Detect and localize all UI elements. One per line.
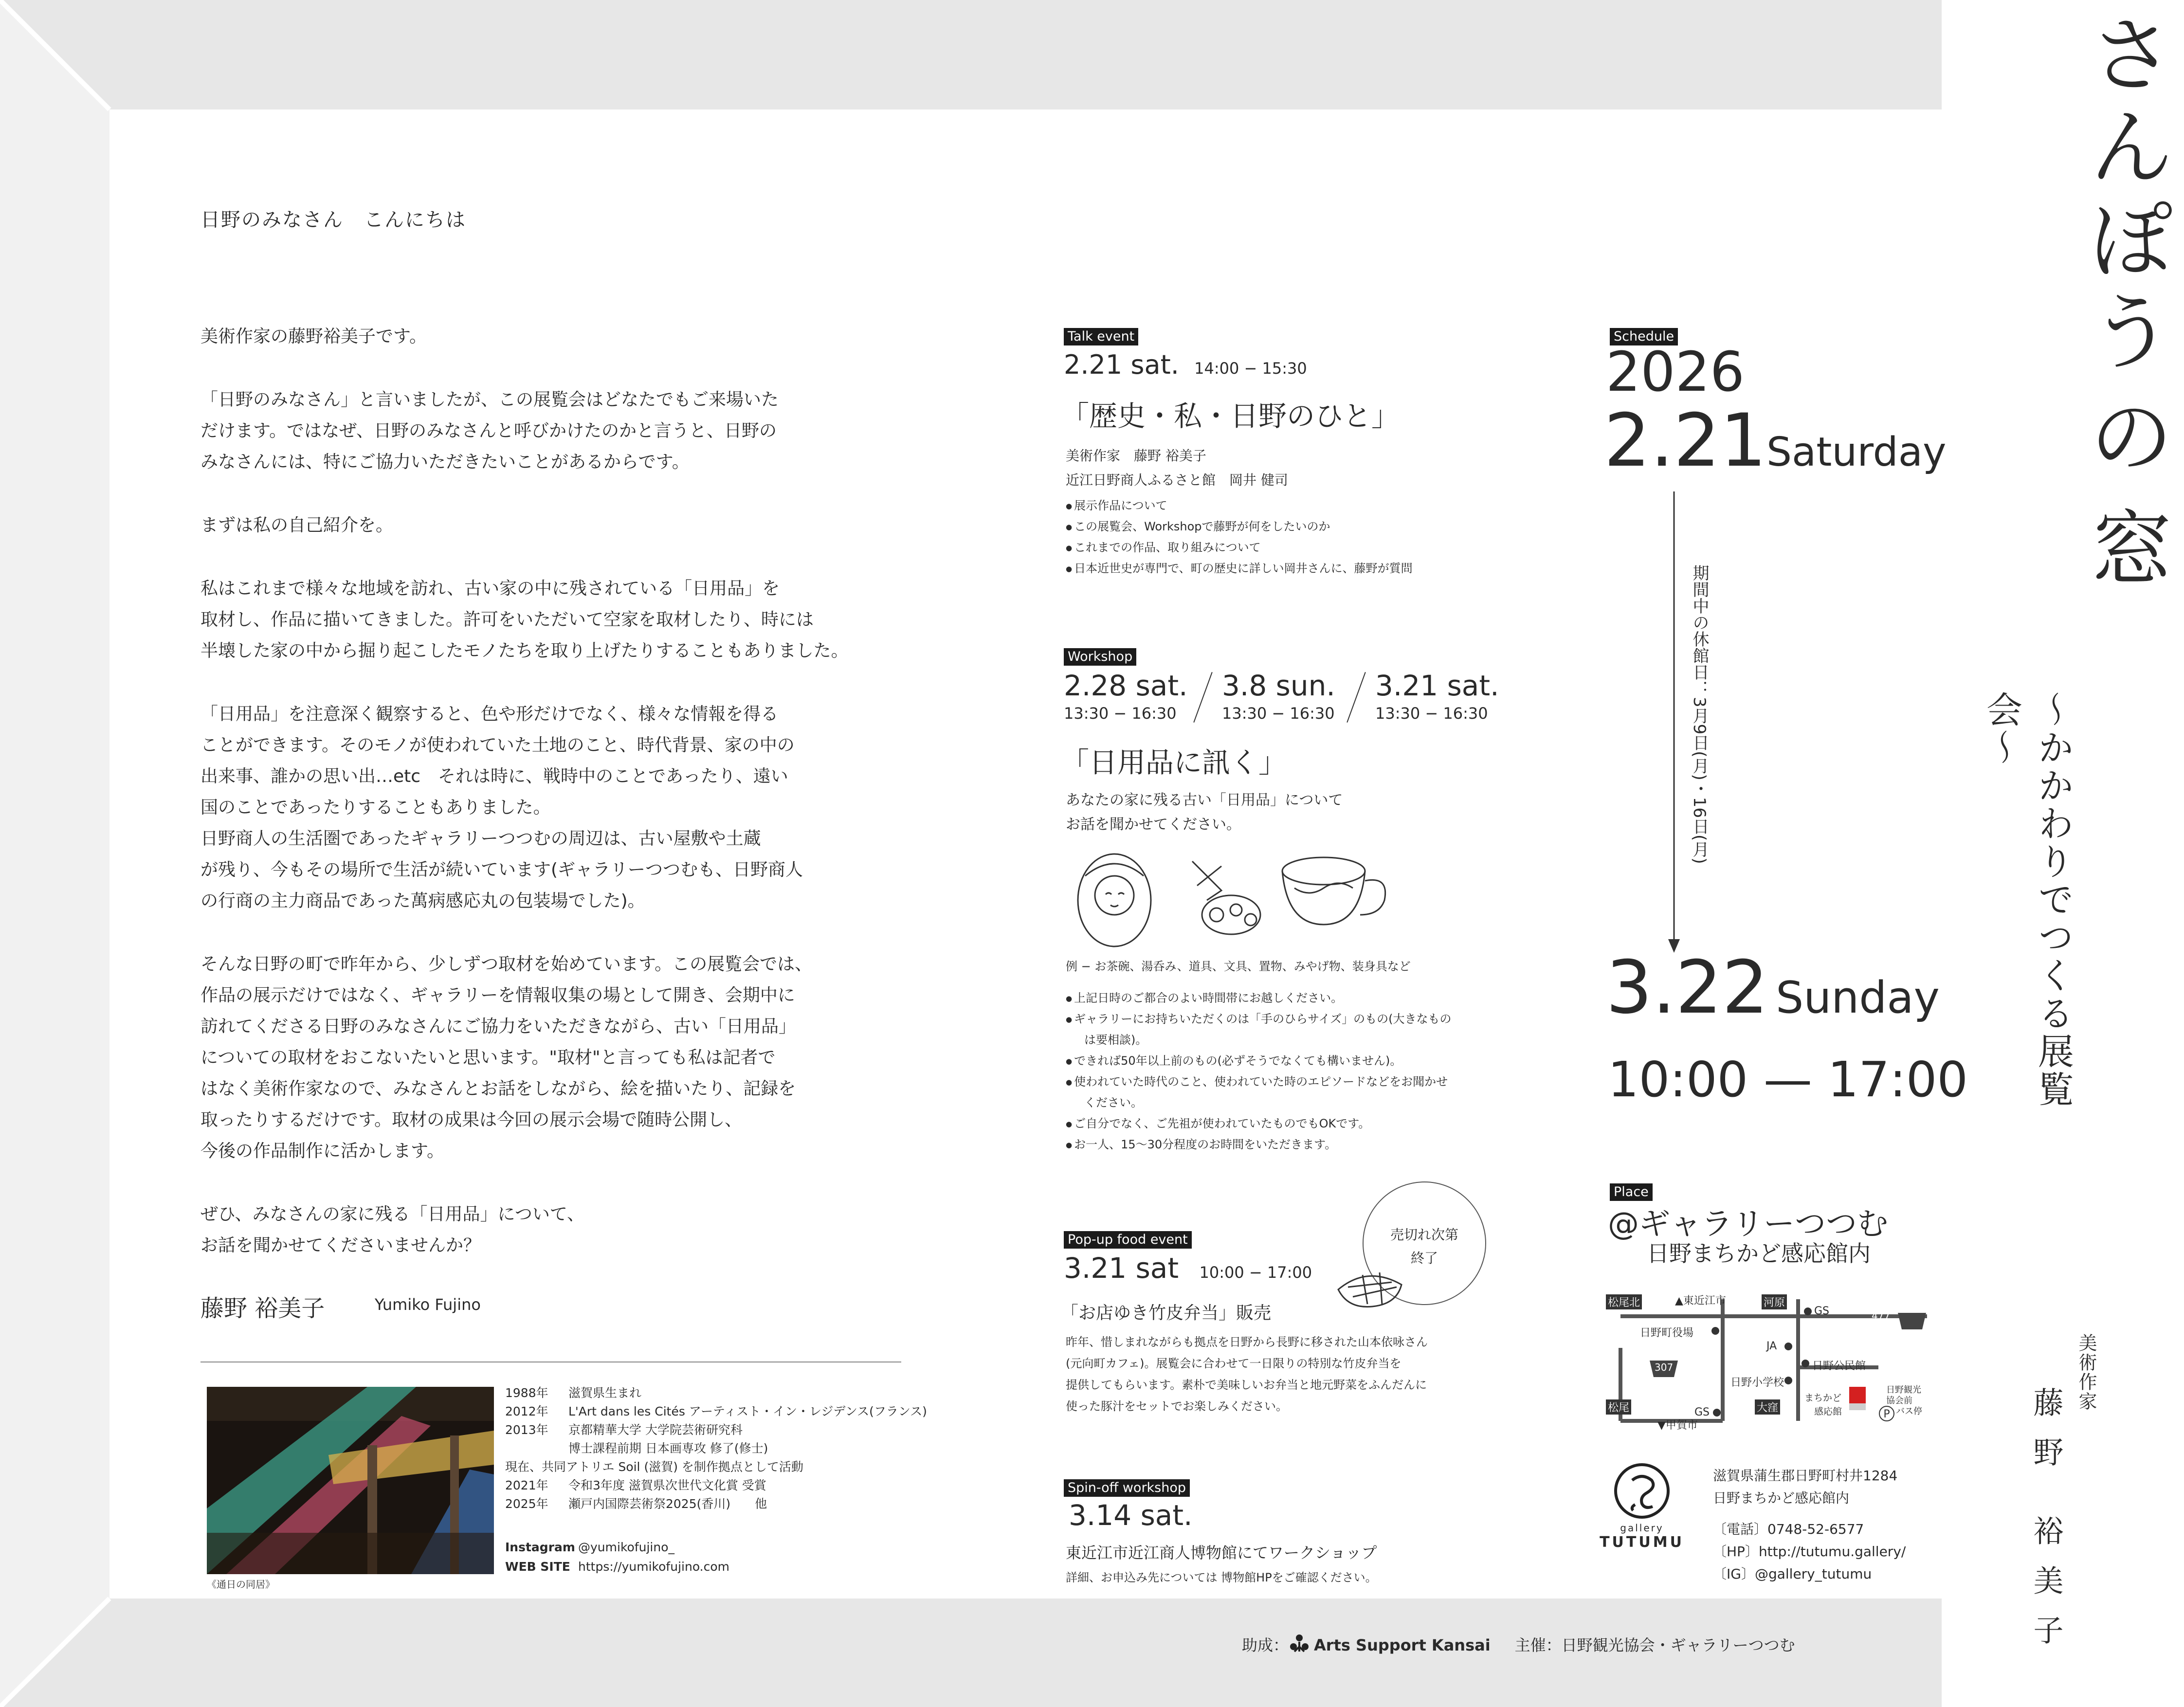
title-char-2: ん xyxy=(2090,100,2173,197)
map-koka: ▼甲賀市 xyxy=(1657,1419,1698,1432)
spinoff-tag: Spin-off workshop xyxy=(1064,1479,1190,1497)
map-tourism-1: 日野観光 xyxy=(1886,1385,1921,1395)
signature-en: Yumiko Fujino xyxy=(375,1295,481,1314)
opening-hours: 10:00 — 17:00 xyxy=(1608,1051,1968,1108)
place-name: @ギャラリーつつむ xyxy=(1608,1206,1888,1242)
place-tag: Place xyxy=(1610,1183,1653,1201)
asks-logo-icon xyxy=(1289,1633,1310,1658)
map-bus-stop: バス停 xyxy=(1896,1406,1922,1416)
signature: 藤野 裕美子 xyxy=(200,1295,325,1322)
bullet-item: ● ご自分でなく、ご先祖が使われていたものでもOKです。 xyxy=(1066,1113,1452,1134)
popup-title: 「お店ゆき竹皮弁当」販売 xyxy=(1061,1303,1272,1323)
title-char-6: 窓 xyxy=(2090,502,2173,598)
letter-paragraph xyxy=(200,384,906,478)
bio-year xyxy=(505,1439,568,1458)
workshop-example: 例 − お茶碗、湯呑み、道具、文具、置物、みやげ物、装身具など xyxy=(1066,960,1411,973)
bullet-item: ● この展覧会、Workshopで藤野が何をしたいのか xyxy=(1066,516,1413,537)
road-307: 307 xyxy=(1655,1362,1674,1373)
map-gs-1: GS xyxy=(1814,1305,1830,1317)
letter-line: 取材し、作品に描いてきました。許可をいただいて空家を取材したり、時には xyxy=(200,610,814,630)
bio-text: 博士課程前期 日本画専攻 修了(修士) xyxy=(568,1441,768,1455)
talk-date: 2.21 sat. xyxy=(1064,349,1179,380)
letter-line: はなく美術作家なので、みなさんとお話をしながら、絵を描いたり、記録を xyxy=(200,1079,796,1099)
map-ja: JA xyxy=(1766,1340,1777,1352)
bio-row xyxy=(505,1384,927,1402)
letter-line: ことができます。そのモノが使われていた土地のこと、時代背景、家の中の xyxy=(200,735,795,755)
spinoff-date: 3.14 sat. xyxy=(1069,1499,1193,1532)
title-char-5: の xyxy=(2090,390,2173,486)
schedule-tag: Schedule xyxy=(1610,328,1678,345)
letter-paragraph xyxy=(200,699,906,917)
talk-person-1: 美術作家 藤野 裕美子 xyxy=(1066,448,1206,464)
artwork-photo xyxy=(207,1387,494,1574)
title-char-1: さ xyxy=(2090,8,2173,104)
bio-row xyxy=(505,1458,927,1476)
closed-days: 期間中の休館日：3月9日(月)・16日(月) xyxy=(1690,564,1709,864)
road-477: 477 xyxy=(1872,1310,1891,1322)
address-block xyxy=(1713,1465,1906,1585)
bullet-item: ● お一人、15〜30分程度のお時間をいただきます。 xyxy=(1066,1134,1452,1155)
bullet-item: は要相談)。 xyxy=(1073,1033,1147,1047)
talk-bullets xyxy=(1066,495,1413,579)
workshop-date: 3.8 sun. xyxy=(1222,669,1335,702)
greeting: 日野のみなさん こんにちは xyxy=(200,209,466,231)
bio-link-row xyxy=(505,1538,729,1557)
letter-line: 日野商人の生活圏であったギャラリーつつむの周辺は、古い屋敷や土蔵 xyxy=(200,829,761,849)
map-tourism-2: 協会前 xyxy=(1886,1396,1912,1406)
bio-year: 2025年 xyxy=(505,1497,548,1511)
letter-line: が残り、今もその場所で生活が続いています(ギャラリーつつむも、日野商人 xyxy=(200,860,803,880)
bullet-item: ● ギャラリーにお持ちいただくのは「手のひらサイズ」のもの(大きなもの xyxy=(1066,1009,1452,1030)
letter-paragraph xyxy=(200,321,906,352)
workshop-time: 13:30 − 16:30 xyxy=(1064,704,1177,723)
badge-line-2: 終了 xyxy=(1410,1250,1438,1266)
letter-line: 訪れてくださる日野のみなさんにご協力をいただきながら、古い「日用品」 xyxy=(200,1017,797,1036)
workshop-date-block xyxy=(1222,669,1335,724)
letter-line: 美術作家の藤野裕美子です。 xyxy=(200,327,427,346)
bullet-item: ください。 xyxy=(1073,1096,1143,1109)
bio-link-value[interactable]: @yumikofujino_ xyxy=(578,1540,674,1554)
map-matsuo-kita: 松尾北 xyxy=(1606,1294,1642,1309)
contact-phone: 〔電話〕0748-52-6577 xyxy=(1713,1521,1864,1537)
bio-link-label: Instagram xyxy=(505,1540,575,1554)
title-char-4: う xyxy=(2090,285,2173,381)
popup-text xyxy=(1066,1331,1428,1417)
talk-title: 「歴史・私・日野のひと」 xyxy=(1061,400,1400,433)
address-line-2: 日野まちかど感応館内 xyxy=(1713,1490,1850,1506)
bio-row xyxy=(505,1476,927,1495)
address-line-1: 滋賀県蒲生郡日野町村井1284 xyxy=(1713,1468,1898,1484)
bio-row xyxy=(505,1439,927,1458)
map-machikado: まちかど xyxy=(1804,1393,1842,1403)
popup-text-line: 提供してもらいます。素朴で美味しいお弁当と地元野菜をふんだんに xyxy=(1066,1378,1427,1392)
bio-year: 2013年 xyxy=(505,1423,548,1437)
workshop-tag: Workshop xyxy=(1064,648,1136,666)
letter-line: 取ったりするだけです。取材の成果は今回の展示会場で随時公開し、 xyxy=(200,1110,743,1130)
workshop-date: 2.28 sat. xyxy=(1064,669,1188,702)
spinoff-text: 詳細、お申込み先については 博物館HPをご確認ください。 xyxy=(1066,1571,1377,1584)
bio-year: 1988年 xyxy=(505,1386,548,1400)
talk-tag: Talk event xyxy=(1064,328,1138,345)
schedule-year: 2026 xyxy=(1606,341,1745,404)
bullet-item: ● できれば50年以上前のもの(必ずそうでなくても構いません)。 xyxy=(1066,1051,1452,1071)
bio-text: L'Art dans les Cités アーティスト・イン・レジデンス(フランス) xyxy=(568,1404,927,1418)
letter-body xyxy=(200,321,906,1293)
letter-line: 今後の作品制作に活かします。 xyxy=(200,1141,445,1161)
contact-ig[interactable]: 〔IG〕@gallery_tutumu xyxy=(1713,1566,1872,1582)
letter-paragraph xyxy=(200,510,906,541)
letter-paragraph xyxy=(200,573,906,667)
bio-row xyxy=(505,1402,927,1421)
letter-paragraph xyxy=(200,949,906,1167)
bullet-item: ● 展示作品について xyxy=(1066,495,1413,516)
place-sub: 日野まちかど感応館内 xyxy=(1647,1240,1871,1267)
letter-line: 半壊した家の中から掘り起こしたモノたちを取り上げたりすることもありました。 xyxy=(200,641,849,661)
bullet-item: ● 日本近世史が専門で、町の歴史に詳しい岡井さんに、藤野が質問 xyxy=(1066,558,1413,579)
map-kawara: 河原 xyxy=(1762,1294,1787,1309)
map-kanokan: 感応館 xyxy=(1814,1406,1842,1417)
photo-caption: 《通日の同居》 xyxy=(207,1579,275,1590)
popup-time: 10:00 − 17:00 xyxy=(1199,1263,1312,1282)
main-title xyxy=(2083,10,2180,603)
schedule-end-date: 3.22 xyxy=(1606,945,1768,1030)
workshop-intro-1: あなたの家に残る古い「日用品」について xyxy=(1066,792,1343,809)
bento-illustration xyxy=(1333,1260,1406,1309)
map-elementary: 日野小学校 xyxy=(1730,1377,1784,1389)
schedule-arrow xyxy=(1664,491,1684,954)
letter-line: だけます。ではなぜ、日野のみなさんと呼びかけたのかと言うと、日野の xyxy=(200,421,777,441)
spinoff-title: 東近江市近江商人博物館にてワークショップ xyxy=(1066,1544,1377,1562)
schedule-start-day: Saturday xyxy=(1766,429,1947,475)
bio-row xyxy=(505,1421,927,1439)
workshop-bullets xyxy=(1066,988,1452,1155)
bio-text: 現在、共同アトリエ Soil (滋賀) を制作拠点として活動 xyxy=(505,1460,803,1474)
date-separator xyxy=(1347,672,1366,723)
bio-year: 2021年 xyxy=(505,1478,548,1492)
schedule-start-date: 2.21 xyxy=(1604,399,1766,483)
gallery-logo-icon xyxy=(1613,1462,1671,1520)
date-separator xyxy=(1193,672,1213,723)
letter-line: 私はこれまで様々な地域を訪れ、古い家の中に残されている「日用品」を xyxy=(200,579,780,599)
map-higashiomi: ▲東近江市 xyxy=(1675,1295,1726,1307)
object-illustrations xyxy=(1071,842,1440,949)
map-town-office: 日野町役場 xyxy=(1640,1327,1694,1339)
letter-line: みなさんには、特にご協力いただきたいことがあるからです。 xyxy=(200,452,690,472)
bio-text: 令和3年度 滋賀県次世代文化賞 受賞 xyxy=(568,1478,766,1492)
artist-role: 美術作家 xyxy=(2075,1333,2097,1411)
bullet-item: ● 使われていた時代のこと、使われていた時のエピソードなどをお聞かせ xyxy=(1066,1071,1452,1092)
workshop-title: 「日用品に訊く」 xyxy=(1061,746,1287,779)
workshop-date: 3.21 sat. xyxy=(1375,669,1499,702)
subtitle: 〜かかわりでつくる展覧会〜 xyxy=(1981,691,2074,1108)
popup-text-line: 昨年、惜しまれながらも拠点を日野から長野に移された山本依咏さん xyxy=(1066,1335,1428,1349)
workshop-time: 13:30 − 16:30 xyxy=(1222,704,1335,723)
talk-time: 14:00 − 15:30 xyxy=(1194,359,1307,378)
workshop-date-block xyxy=(1064,669,1188,724)
bio-table xyxy=(505,1384,927,1513)
contact-hp[interactable]: 〔HP〕http://tutumu.gallery/ xyxy=(1713,1544,1906,1560)
workshop-date-block xyxy=(1375,669,1499,724)
bio-text: 滋賀県生まれ xyxy=(568,1386,642,1400)
letter-line: 出来事、誰かの思い出…etc それは時に、戦時中のことであったり、遠い xyxy=(200,766,788,786)
map-matsuo: 松尾 xyxy=(1606,1399,1631,1415)
schedule-end-day: Sunday xyxy=(1776,972,1940,1023)
workshop-intro-2: お話を聞かせてください。 xyxy=(1066,816,1241,833)
bio-text: 瀬戸内国際芸術祭2025(香川) 他 xyxy=(568,1497,767,1511)
support-org: Arts Support Kansai xyxy=(1314,1636,1491,1654)
letter-line: 作品の展示だけではなく、ギャラリーを情報収集の場として開き、会期中に xyxy=(200,985,795,1005)
bullet-item: ● 上記日時のご都合のよい時間帯にお越しください。 xyxy=(1066,988,1452,1009)
map-gs-2: GS xyxy=(1694,1406,1710,1418)
letter-line: 「日用品」を注意深く観察すると、色や形だけでなく、様々な情報を得る xyxy=(200,704,779,724)
bio-link-row xyxy=(505,1557,729,1577)
bio-link-label: WEB SITE xyxy=(505,1560,570,1574)
letter-paragraph xyxy=(200,1199,906,1261)
host: 主催：日野観光協会・ギャラリーつつむ xyxy=(1514,1636,1795,1654)
letter-line: ぜひ、みなさんの家に残る「日用品」について、 xyxy=(200,1204,585,1224)
title-char-3: ぽ xyxy=(2090,193,2173,289)
artist-name: 藤野 裕美子 xyxy=(2028,1387,2064,1664)
footer xyxy=(1242,1633,1795,1658)
bio-row xyxy=(505,1495,927,1513)
letter-line: についての取材をおこないたいと思います。"取材"と言っても私は記者で xyxy=(200,1048,776,1068)
bullet-item: ● これまでの作品、取り組みについて xyxy=(1066,537,1413,558)
bio-links xyxy=(505,1538,729,1577)
popup-date: 3.21 sat xyxy=(1064,1252,1179,1285)
bio-text: 京都精華大学 大学院芸術研究科 xyxy=(568,1423,743,1437)
workshop-time: 13:30 − 16:30 xyxy=(1375,704,1488,723)
access-map xyxy=(1606,1289,1932,1432)
letter-line: お話を聞かせてくださいませんか？ xyxy=(200,1235,481,1255)
logo-text-gallery: gallery xyxy=(1620,1522,1664,1534)
bio-year: 2012年 xyxy=(505,1404,548,1418)
map-community-hall: 日野公民館 xyxy=(1812,1360,1866,1372)
letter-line: 国のことであったりすることもありました。 xyxy=(200,798,551,817)
popup-text-line: (元向町カフェ)。展覧会に合わせて一日限りの特別な竹皮弁当を xyxy=(1066,1357,1401,1370)
logo-text-tutumu: TUTUMU xyxy=(1600,1534,1684,1551)
map-okubo: 大窪 xyxy=(1755,1399,1780,1415)
letter-line: まずは私の自己紹介を。 xyxy=(200,515,394,535)
bio-link-value[interactable]: https://yumikofujino.com xyxy=(578,1560,730,1574)
letter-line: そんな日野の町で昨年から、少しずつ取材を始めています。この展覧会では、 xyxy=(200,954,813,974)
workshop-dates xyxy=(1064,669,1531,737)
popup-text-line: 使った豚汁をセットでお楽しみください。 xyxy=(1066,1399,1288,1413)
letter-line: 「日野のみなさん」と言いましたが、この展覧会はどなたでもご来場いた xyxy=(200,390,779,410)
badge-line-1: 売切れ次第 xyxy=(1390,1227,1458,1243)
talk-person-2: 近江日野商人ふるさと館 岡井 健司 xyxy=(1066,472,1288,488)
support-label: 助成： xyxy=(1242,1636,1289,1654)
letter-line: の行商の主力商品であった萬病感応丸の包装場でした)。 xyxy=(200,891,645,911)
parking-icon: P xyxy=(1883,1408,1890,1420)
popup-tag: Pop-up food event xyxy=(1064,1231,1192,1249)
